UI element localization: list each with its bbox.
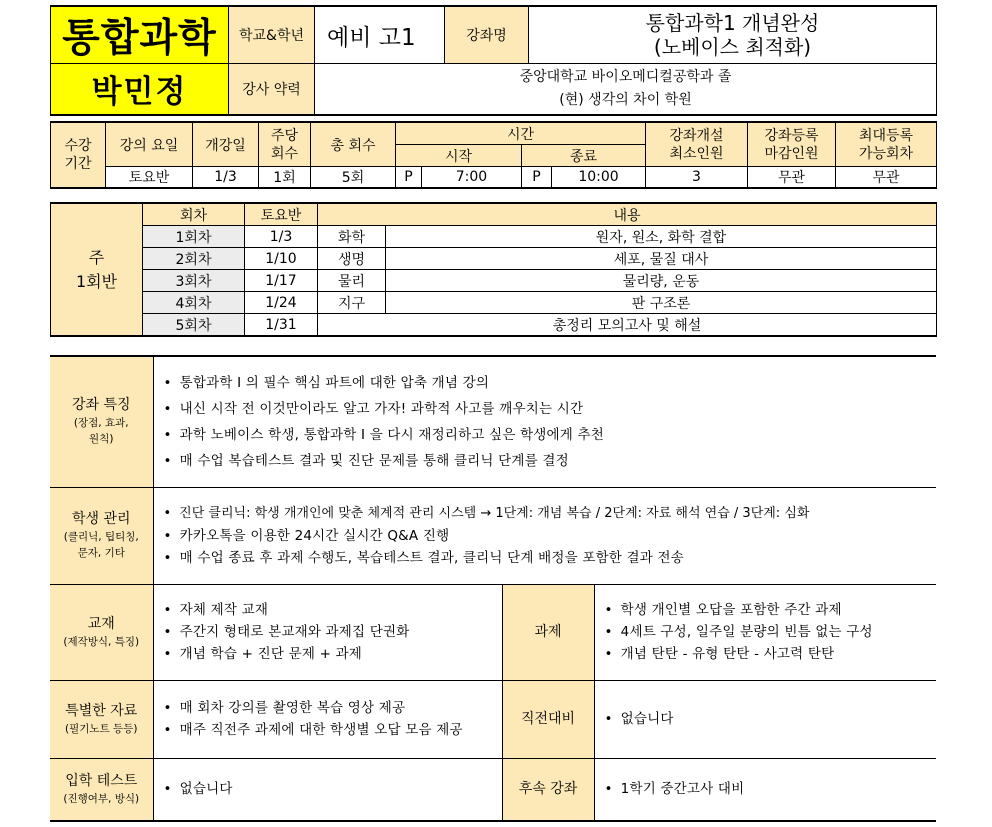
table-row bbox=[51, 248, 937, 270]
week-label bbox=[51, 203, 143, 336]
list-item: • 내신 시작 전 이것만이라도 알고 가자! 과학적 사고를 깨우치는 시간 bbox=[164, 396, 937, 422]
subject-title: 통합과학 bbox=[51, 6, 229, 64]
header-session: 회차 bbox=[143, 203, 245, 226]
row-subject: 화학 bbox=[318, 226, 386, 248]
list-item: • 4세트 구성, 일주일 분량의 빈틈 없는 구성 bbox=[605, 621, 937, 643]
value-weekly: 1회 bbox=[259, 167, 311, 189]
col-min-line2: 최소인원 bbox=[669, 145, 724, 162]
col-max bbox=[836, 122, 937, 167]
list-item: • 진단 클리닉: 학생 개개인에 맞춘 체계적 관리 시스템 → 1단계: 개념 복습 / 2단계: 자료 해석 연습 / 3단계: 심화 bbox=[164, 503, 937, 525]
list-item: • 자체 제작 교재 bbox=[164, 599, 502, 621]
list-item: • 1학기 중간고사 대비 bbox=[605, 778, 937, 800]
management-label-main: 학생 관리 bbox=[71, 511, 131, 527]
list-item: • 주간지 형태로 본교재와 과제집 단권화 bbox=[164, 621, 502, 643]
col-time-end: 종료 bbox=[522, 145, 646, 167]
features-content bbox=[153, 356, 936, 487]
followup-label bbox=[502, 758, 594, 821]
special-label-main: 특별한 자료 bbox=[65, 702, 138, 719]
course-name-line1: 통합과학1 개념완성 bbox=[645, 11, 820, 35]
table-row bbox=[51, 226, 937, 248]
col-deadline-line2: 마감인원 bbox=[764, 145, 819, 162]
col-weekly bbox=[259, 122, 311, 167]
list-item: • 개념 탄탄 - 유형 탄탄 - 사고력 탄탄 bbox=[605, 643, 937, 665]
col-total: 총 회수 bbox=[311, 122, 396, 167]
list-item: • 없습니다 bbox=[164, 778, 502, 800]
list-item: • 매 수업 종료 후 과제 수행도, 복습테스트 결과, 클리닉 단계 배정을 포함한 결과 전송 bbox=[164, 547, 937, 569]
value-end-time: 10:00 bbox=[552, 167, 646, 189]
entrance-content bbox=[153, 758, 502, 821]
career-label: 강사 약력 bbox=[229, 64, 315, 115]
table-row bbox=[51, 314, 937, 337]
row-subject: 생명 bbox=[318, 248, 386, 270]
entrance-label-sub1: (진행여부, 방식) bbox=[63, 792, 140, 805]
header-day: 토요반 bbox=[245, 203, 318, 226]
row-session: 1회차 bbox=[143, 226, 245, 248]
week-label-line2: 1회반 bbox=[75, 271, 118, 291]
list-item: • 매 회차 강의를 촬영한 복습 영상 제공 bbox=[164, 697, 502, 719]
header-content: 내용 bbox=[318, 203, 937, 226]
list-item: • 학생 개인별 오답을 포함한 주간 과제 bbox=[605, 599, 937, 621]
course-name-label: 강좌명 bbox=[445, 6, 529, 64]
col-min-line1: 강좌개설 bbox=[669, 127, 724, 144]
row-content: 총정리 모의고사 및 해설 bbox=[318, 314, 937, 337]
course-header bbox=[50, 5, 937, 116]
col-start-date: 개강일 bbox=[193, 122, 259, 167]
schedule-table bbox=[50, 121, 937, 189]
value-start-time: 7:00 bbox=[422, 167, 522, 189]
value-total: 5회 bbox=[311, 167, 396, 189]
row-date: 1/24 bbox=[245, 292, 318, 314]
features-label-main: 강좌 특징 bbox=[71, 397, 131, 414]
homework-label bbox=[502, 584, 594, 680]
row-subject: 물리 bbox=[318, 270, 386, 292]
value-max: 무관 bbox=[836, 167, 937, 189]
list-item: • 매주 직전주 과제에 대한 학생별 오답 모음 제공 bbox=[164, 719, 502, 741]
row-content: 물리량, 운동 bbox=[386, 270, 937, 292]
career-line2: (현) 생각의 차이 학원 bbox=[559, 91, 692, 108]
followup-label-main: 후속 강좌 bbox=[518, 780, 578, 797]
features-label-sub2: 원칙) bbox=[89, 433, 114, 446]
details-table bbox=[50, 355, 936, 822]
col-deadline-line1: 강좌등록 bbox=[764, 127, 819, 144]
school-grade-label: 학교&학년 bbox=[229, 6, 315, 64]
features-label-sub1: (장점, 효과, bbox=[73, 417, 129, 430]
exam-prep-label-main: 직전대비 bbox=[520, 710, 576, 727]
col-deadline bbox=[748, 122, 836, 167]
value-deadline: 무관 bbox=[748, 167, 836, 189]
list-item: • 없습니다 bbox=[605, 708, 937, 730]
row-date: 1/31 bbox=[245, 314, 318, 337]
col-day: 강의 요일 bbox=[106, 122, 193, 167]
textbook-label-sub1: (제작방식, 특징) bbox=[63, 635, 140, 648]
followup-content bbox=[594, 758, 936, 821]
row-session: 3회차 bbox=[143, 270, 245, 292]
value-end-ampm: P bbox=[522, 167, 552, 189]
special-content bbox=[153, 680, 502, 758]
management-label-sub1: (클리닉, 팁티칭, bbox=[63, 531, 139, 543]
table-row bbox=[51, 270, 937, 292]
entrance-label bbox=[50, 758, 153, 821]
textbook-content bbox=[153, 584, 502, 680]
col-time: 시간 bbox=[396, 122, 646, 145]
period-label bbox=[51, 122, 106, 188]
value-day: 토요반 bbox=[106, 167, 193, 189]
school-grade-value: 예비 고1 bbox=[315, 6, 445, 64]
col-min bbox=[646, 122, 748, 167]
teacher-career bbox=[315, 64, 937, 115]
value-start-date: 1/3 bbox=[193, 167, 259, 189]
period-label-line2: 기간 bbox=[64, 156, 92, 172]
exam-prep-label bbox=[502, 680, 594, 758]
table-row bbox=[51, 292, 937, 314]
management-label-sub2: 문자, 기타 bbox=[77, 547, 125, 559]
entrance-label-main: 입학 테스트 bbox=[65, 772, 138, 789]
col-max-line1: 최대등록 bbox=[858, 127, 914, 144]
list-item: • 카카오톡을 이용한 24시간 실시간 Q&A 진행 bbox=[164, 525, 937, 547]
week-label-line1: 주 bbox=[88, 247, 105, 267]
value-start-ampm: P bbox=[396, 167, 422, 189]
value-min: 3 bbox=[646, 167, 748, 189]
list-item: • 과학 노베이스 학생, 통합과학 I 을 다시 재정리하고 싶은 학생에게 추천 bbox=[164, 422, 937, 448]
col-max-line2: 가능회차 bbox=[858, 145, 914, 162]
list-item: • 통합과학 I 의 필수 핵심 파트에 대한 압축 개념 강의 bbox=[164, 370, 937, 396]
career-line1: 중앙대학교 바이오메디컬공학과 졸 bbox=[519, 68, 732, 85]
row-session: 4회차 bbox=[143, 292, 245, 314]
col-time-start: 시작 bbox=[396, 145, 522, 167]
period-label-line1: 수강 bbox=[64, 138, 92, 154]
course-name bbox=[529, 6, 937, 64]
course-name-line2: (노베이스 최적화) bbox=[653, 35, 812, 59]
row-date: 1/17 bbox=[245, 270, 318, 292]
row-content: 원자, 원소, 화학 결합 bbox=[386, 226, 937, 248]
row-subject: 지구 bbox=[318, 292, 386, 314]
management-content bbox=[153, 487, 936, 584]
col-weekly-line1: 주당 bbox=[270, 127, 299, 144]
row-session: 5회차 bbox=[143, 314, 245, 337]
textbook-label-main: 교재 bbox=[87, 615, 115, 632]
exam-prep-content bbox=[594, 680, 936, 758]
special-label bbox=[50, 680, 153, 758]
textbook-label bbox=[50, 584, 153, 680]
col-weekly-line2: 회수 bbox=[270, 145, 299, 162]
list-item: • 매 수업 복습테스트 결과 및 진단 문제를 통해 클리닉 단계를 결정 bbox=[164, 448, 937, 474]
row-date: 1/10 bbox=[245, 248, 318, 270]
teacher-name: 박민정 bbox=[51, 64, 229, 115]
special-label-sub1: (필기노트 등등) bbox=[65, 722, 138, 735]
management-label bbox=[50, 487, 153, 584]
features-label bbox=[50, 356, 153, 487]
row-session: 2회차 bbox=[143, 248, 245, 270]
row-content: 세포, 물질 대사 bbox=[386, 248, 937, 270]
homework-content bbox=[594, 584, 936, 680]
homework-label-main: 과제 bbox=[534, 623, 562, 640]
list-item: • 개념 학습 + 진단 문제 + 과제 bbox=[164, 643, 502, 665]
row-date: 1/3 bbox=[245, 226, 318, 248]
curriculum-table bbox=[50, 202, 937, 337]
row-content: 판 구조론 bbox=[386, 292, 937, 314]
